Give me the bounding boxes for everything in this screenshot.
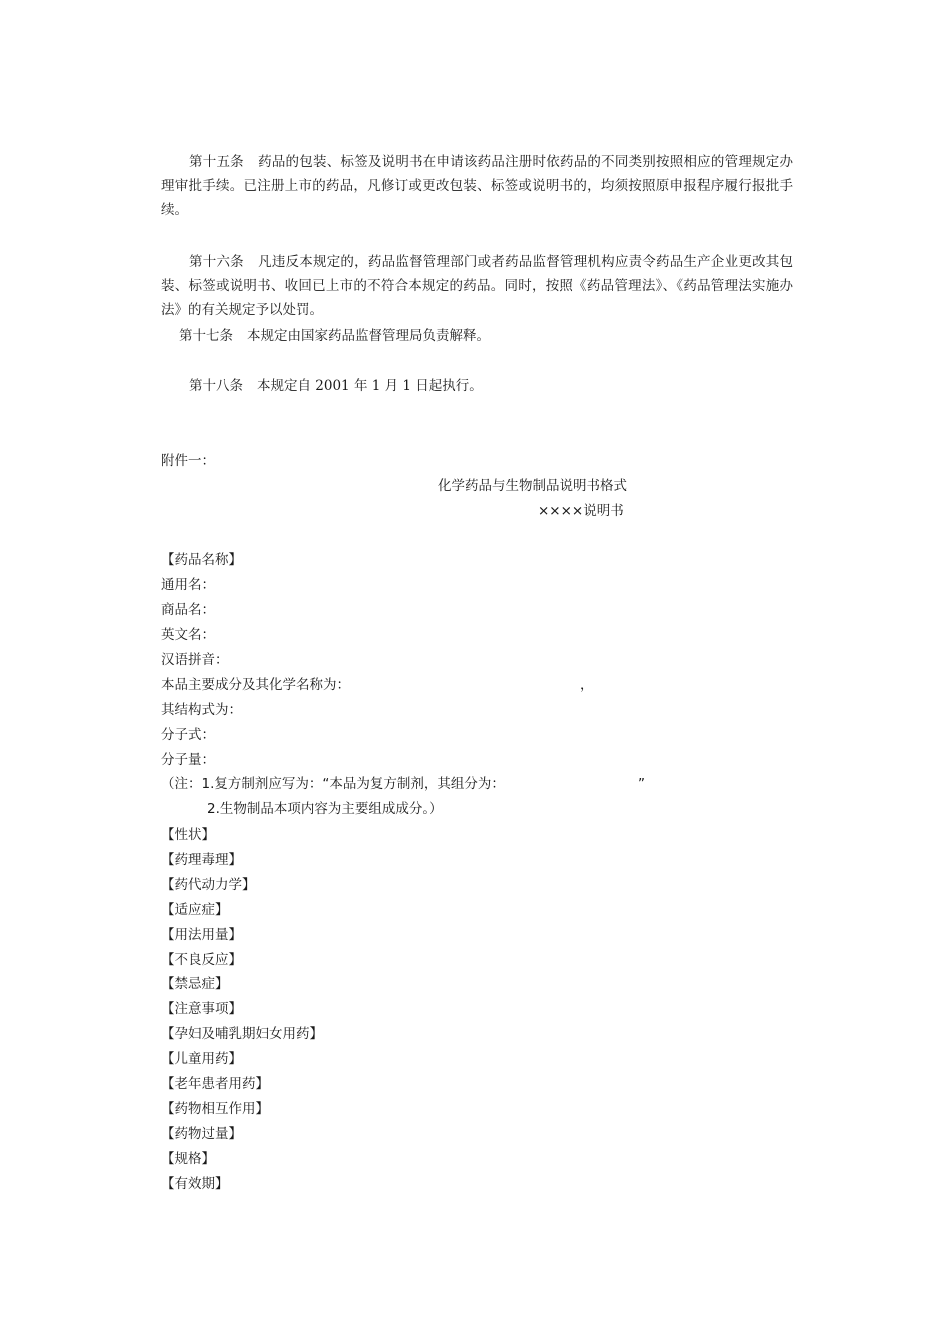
formula-label: 分子式： [161, 727, 215, 743]
article-15 [161, 150, 793, 222]
section-heading: 【适应症】 [161, 901, 229, 918]
main-ingredients-label: 本品主要成分及其化学名称为： [161, 677, 350, 693]
english-name-label: 英文名： [161, 627, 215, 643]
article-17-number: 第十七条 [179, 328, 233, 344]
section-heading: 【药物相互作用】 [161, 1100, 269, 1117]
section-heading: 【儿童用药】 [161, 1051, 242, 1068]
section-heading: 【规格】 [161, 1150, 215, 1167]
section-heading: 【老年患者用药】 [161, 1076, 269, 1093]
weight-label: 分子量： [161, 752, 215, 768]
section-drug-name: 【药品名称】 [161, 552, 242, 568]
article-16 [161, 250, 793, 322]
section-heading: 【注意事项】 [161, 1001, 242, 1018]
attachment-title: 化学药品与生物制品说明书格式 [438, 478, 627, 494]
article-16-text: 凡违反本规定的，药品监督管理部门或者药品监督管理机构应责令药品生产企业更改其包装、标签或说明书、收回已上市的不符合本规定的药品。同时，按照《药品管理法》、《药品管理法实施办法》的有关规定予以处罚。 [161, 254, 794, 318]
section-heading: 【用法用量】 [161, 926, 242, 943]
attachment-subtitle: ××××说明书 [538, 503, 624, 519]
ingredients-comma: ， [580, 677, 594, 693]
generic-name-label: 通用名： [161, 577, 215, 593]
article-17-text: 本规定由国家药品监督管理局负责解释。 [247, 328, 490, 344]
article-18-text: 本规定自 2001 年 1 月 1 日起执行。 [257, 378, 483, 394]
section-heading: 【药理毒理】 [161, 851, 242, 868]
section-list [161, 823, 323, 1197]
section-heading: 【药物过量】 [161, 1125, 242, 1142]
attachment-label: 附件一： [161, 453, 215, 469]
article-18 [189, 376, 483, 396]
section-heading: 【性状】 [161, 827, 215, 843]
article-15-number: 第十五条 [189, 154, 244, 170]
note-2: 2.生物制品本项内容为主要组成成分。） [207, 801, 443, 817]
section-heading: 【禁忌症】 [161, 976, 229, 993]
section-heading: 【药代动力学】 [161, 876, 256, 893]
section-heading: 【不良反应】 [161, 951, 242, 968]
structure-label: 其结构式为： [161, 702, 242, 718]
section-heading: 【有效期】 [161, 1175, 229, 1192]
article-16-number: 第十六条 [189, 254, 244, 270]
article-15-text: 药品的包装、标签及说明书在申请该药品注册时依药品的不同类别按照相应的管理规定办理审批手续。已注册上市的药品，凡修订或更改包装、标签或说明书的，均须按照原申报程序履行报批手续。 [161, 154, 794, 218]
trade-name-label: 商品名： [161, 602, 215, 618]
section-heading: 【孕妇及哺乳期妇女用药】 [161, 1026, 323, 1043]
article-18-number: 第十八条 [189, 378, 243, 394]
note-1-close-quote: ” [638, 776, 645, 792]
note-1: （注：1.复方制剂应写为：“本品为复方制剂，其组分为： [161, 776, 505, 792]
pinyin-label: 汉语拼音： [161, 652, 229, 668]
article-17 [179, 326, 490, 346]
